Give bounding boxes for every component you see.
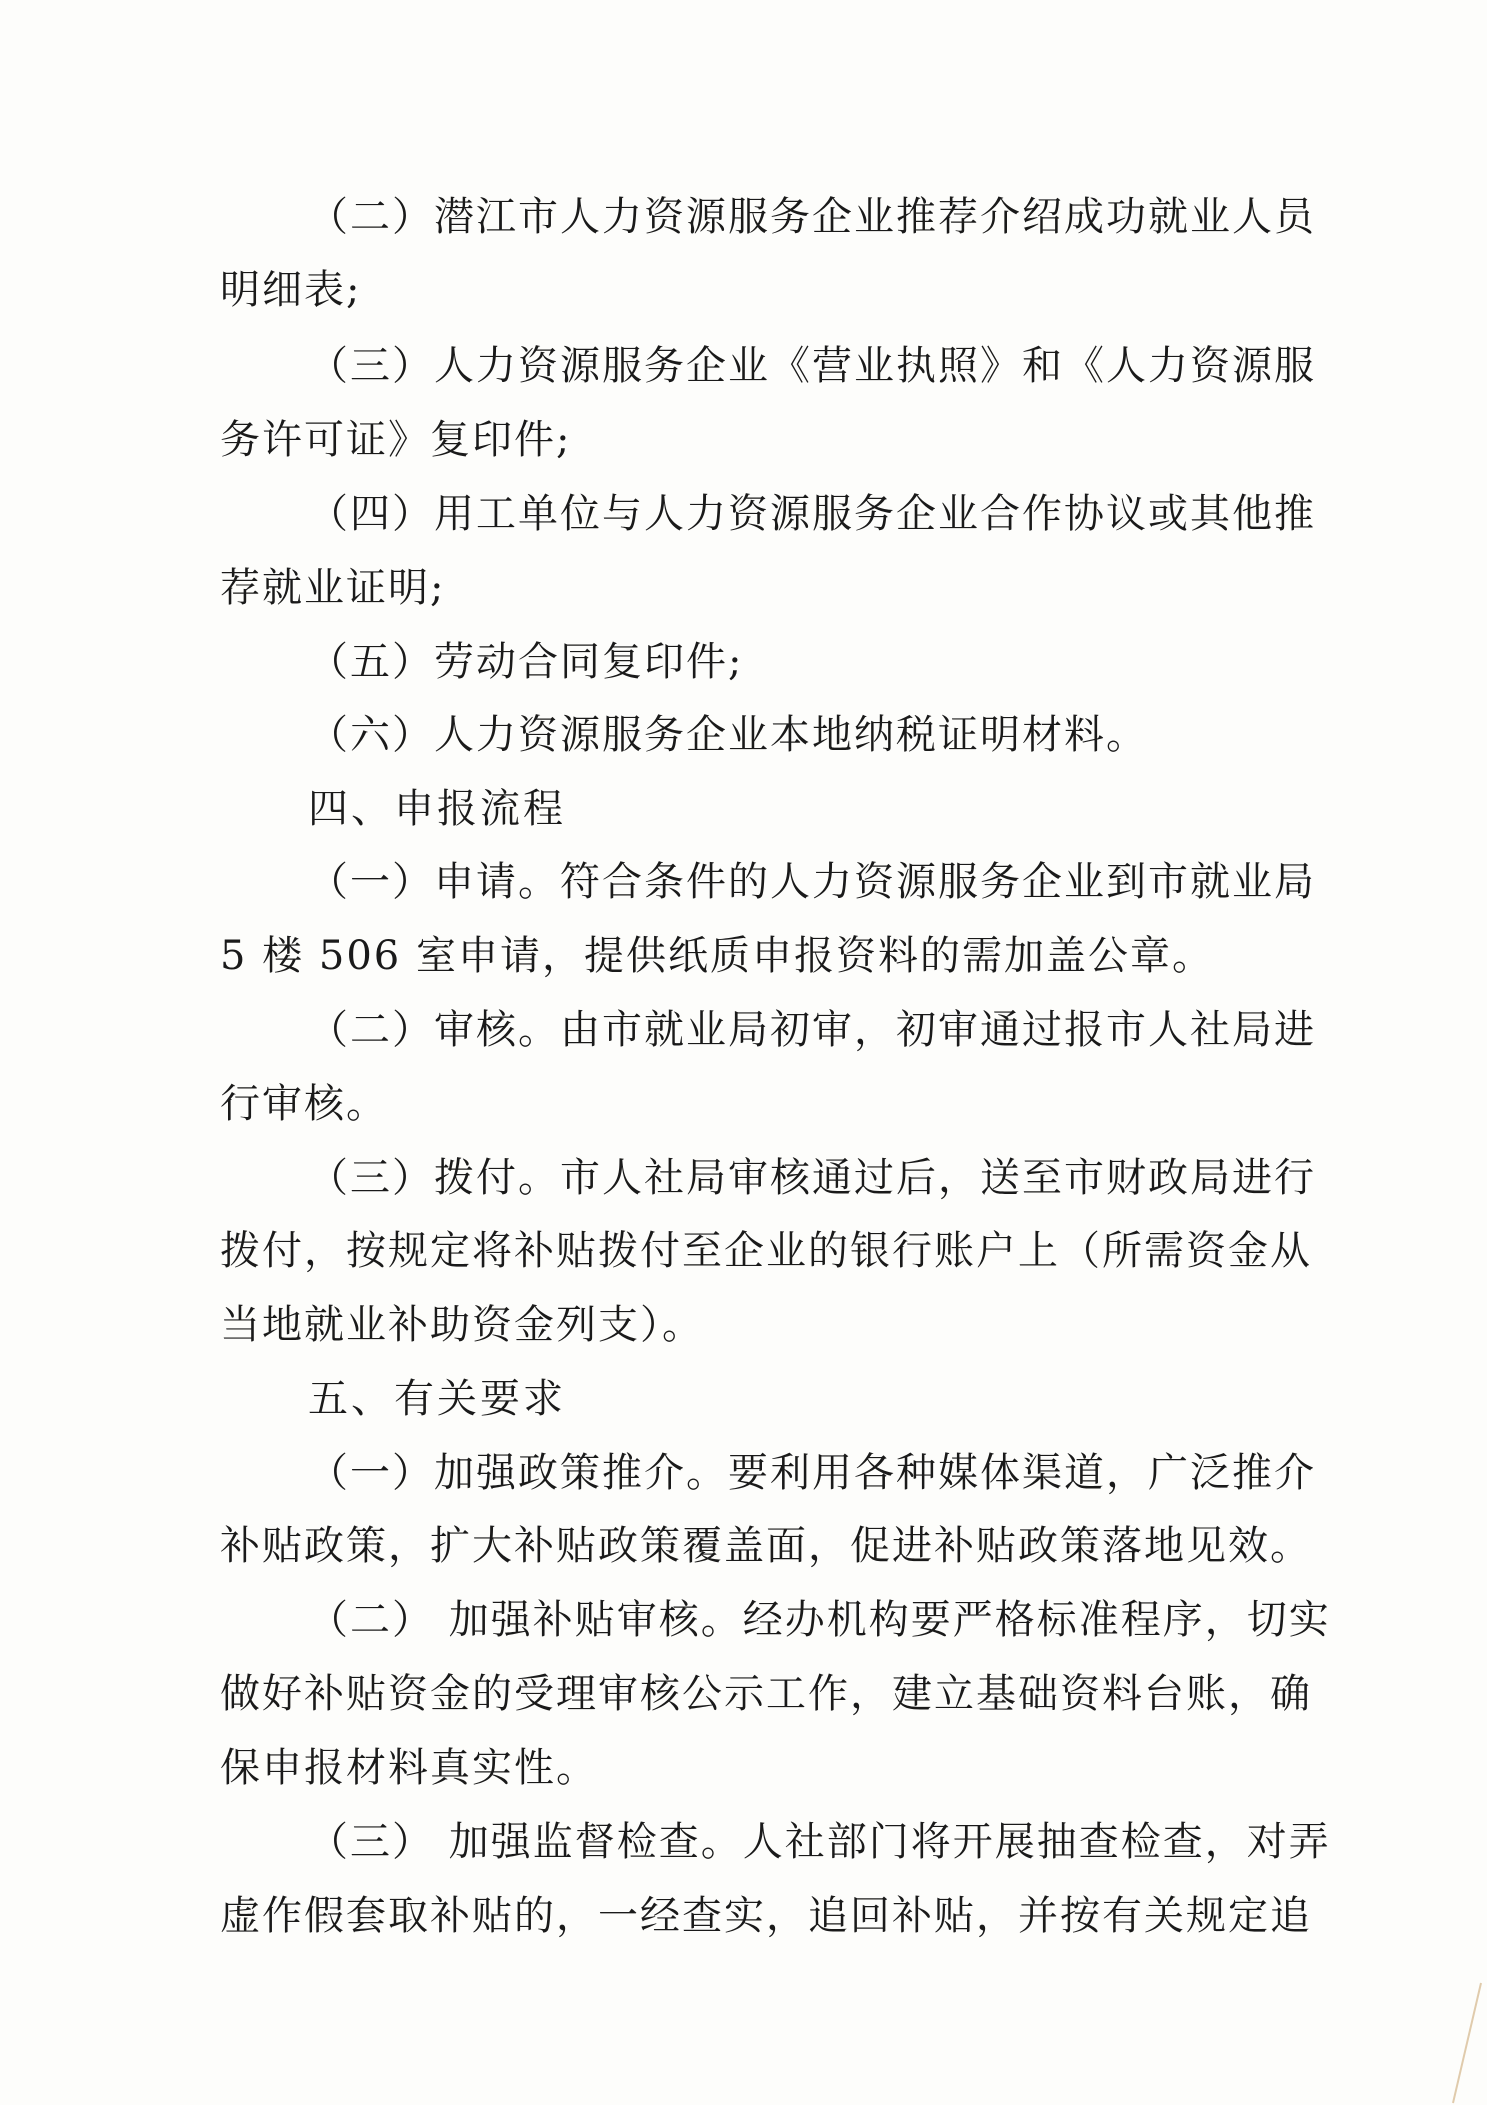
list-item-3-line-1: （三）人力资源服务企业《营业执照》和《人力资源服 bbox=[308, 343, 1316, 389]
requirement-2-line-3: 保申报材料真实性。 bbox=[220, 1745, 598, 1791]
scan-edge-mark bbox=[1447, 1975, 1487, 2105]
requirement-1-line-1: （一）加强政策推介。要利用各种媒体渠道，广泛推介 bbox=[308, 1450, 1316, 1496]
step-3-line-1: （三）拨付。市人社局审核通过后，送至市财政局进行 bbox=[308, 1155, 1316, 1201]
list-item-4-line-2: 荐就业证明; bbox=[220, 565, 446, 611]
list-item-2-line-1: （二）潜江市人力资源服务企业推荐介绍成功就业人员 bbox=[308, 194, 1316, 240]
requirement-3-line-2: 虚作假套取补贴的，一经查实，追回补贴，并按有关规定追 bbox=[220, 1893, 1312, 1939]
requirement-3-line-1: （三） 加强监督检查。人社部门将开展抽查检查，对弄 bbox=[308, 1819, 1331, 1865]
section-heading-4: 四、申报流程 bbox=[308, 786, 566, 832]
list-item-2-line-2: 明细表; bbox=[220, 267, 362, 313]
list-item-4-line-1: （四）用工单位与人力资源服务企业合作协议或其他推 bbox=[308, 491, 1316, 537]
step-1-line-1: （一）申请。符合条件的人力资源服务企业到市就业局 bbox=[308, 859, 1316, 905]
step-2-line-2: 行审核。 bbox=[220, 1081, 388, 1127]
step-1-line-2: 5 楼 506 室申请，提供纸质申报资料的需加盖公章。 bbox=[220, 933, 1214, 979]
step-2-line-1: （二）审核。由市就业局初审，初审通过报市人社局进 bbox=[308, 1007, 1316, 1053]
requirement-1-line-2: 补贴政策，扩大补贴政策覆盖面，促进补贴政策落地见效。 bbox=[220, 1523, 1312, 1569]
list-item-5: （五）劳动合同复印件; bbox=[308, 639, 744, 685]
list-item-6: （六）人力资源服务企业本地纳税证明材料。 bbox=[308, 712, 1148, 758]
requirement-2-line-1: （二） 加强补贴审核。经办机构要严格标准程序，切实 bbox=[308, 1597, 1331, 1643]
requirement-2-line-2: 做好补贴资金的受理审核公示工作，建立基础资料台账，确 bbox=[220, 1671, 1312, 1717]
list-item-3-line-2: 务许可证》复印件; bbox=[220, 417, 572, 463]
step-3-line-2: 拨付，按规定将补贴拨付至企业的银行账户上（所需资金从 bbox=[220, 1228, 1312, 1274]
step-3-line-3: 当地就业补助资金列支）。 bbox=[220, 1302, 704, 1348]
section-heading-5: 五、有关要求 bbox=[308, 1376, 566, 1422]
